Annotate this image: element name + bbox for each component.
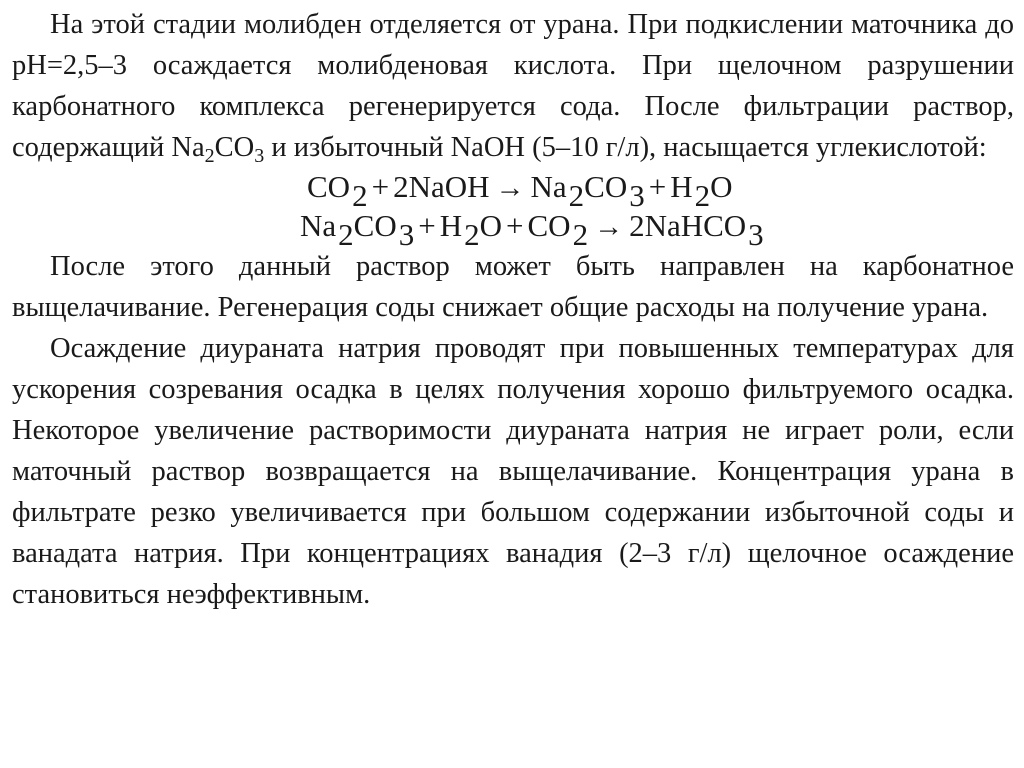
paragraph-diuranate-precipitation: Осаждение диураната натрия проводят при повышенных температурах для ускорения созревания осадка в целях получения хорошо фильтруемого осадка. Некоторое увеличение растворимости диураната натрия не играет роли, если маточный раствор возвращается на выщелачивание. Концентрация урана в фильтрате резко увеличивается при большом содержании избыточной соды и ванадата натрия. При концентрациях ванадия (2–3 г/л) щелочное осаждение становиться неэффективным. — [12, 333, 1014, 610]
eq2-term: H — [439, 208, 463, 243]
eq2-subscript: 2 — [464, 217, 480, 252]
equation-co2-naoh — [12, 168, 1014, 213]
eq2-arrow: → — [594, 211, 624, 243]
eq1-term: CO — [307, 169, 351, 204]
eq1-plus: + — [648, 169, 667, 204]
eq2-term: CO — [353, 208, 397, 243]
equation-na2co3-bicarbonate — [12, 207, 1014, 252]
eq1-arrow: → — [495, 172, 525, 204]
eq1-term: Na — [530, 169, 567, 204]
paragraph1-subscript-a: 2 — [204, 145, 215, 167]
document-page — [12, 4, 1014, 615]
eq2-subscript: 2 — [338, 217, 354, 252]
eq1-subscript: 2 — [568, 178, 585, 213]
eq2-term: Na — [300, 208, 337, 243]
eq2-subscript: 3 — [748, 217, 764, 252]
eq2-term: O — [479, 208, 502, 243]
paragraph1-text-a: На этой стадии молибден отделяется от урана. При подкислении маточника до рН=2,5–3 осаждается молибденовая кислота. При щелочном разрушении карбонатного комплекса регенерируется сода. После фильтрации раствор, содержащий Na — [12, 9, 1014, 163]
eq1-term: H — [670, 169, 693, 204]
equations-block — [12, 168, 1014, 252]
eq1-subscript: 3 — [629, 178, 645, 213]
eq2-plus: + — [506, 208, 524, 243]
paragraph-soda-regeneration: После этого данный раствор может быть направлен на карбонатное выщелачивание. Регенерация соды снижает общие расходы на получение урана. — [12, 251, 1014, 323]
eq1-term: O — [710, 169, 733, 204]
paragraph1-subscript-b: 3 — [254, 145, 265, 167]
eq1-term: CO — [584, 169, 628, 204]
paragraph1-text-c: и избыточный NaOH (5–10 г/л), насыщается углекислотой: — [264, 132, 987, 163]
eq1-term: 2NaOH — [393, 169, 490, 204]
eq1-subscript: 2 — [694, 178, 711, 213]
eq1-subscript: 2 — [352, 178, 368, 213]
paragraph1-text-b: CO — [214, 132, 255, 163]
eq1-plus: + — [371, 169, 390, 204]
eq2-plus: + — [418, 208, 436, 243]
eq2-subscript: 2 — [572, 217, 589, 252]
paragraph-molybdenum-separation — [12, 4, 1014, 168]
eq2-term: 2NaHCO — [629, 208, 747, 243]
eq2-term: CO — [527, 208, 571, 243]
eq2-subscript: 3 — [398, 217, 415, 252]
